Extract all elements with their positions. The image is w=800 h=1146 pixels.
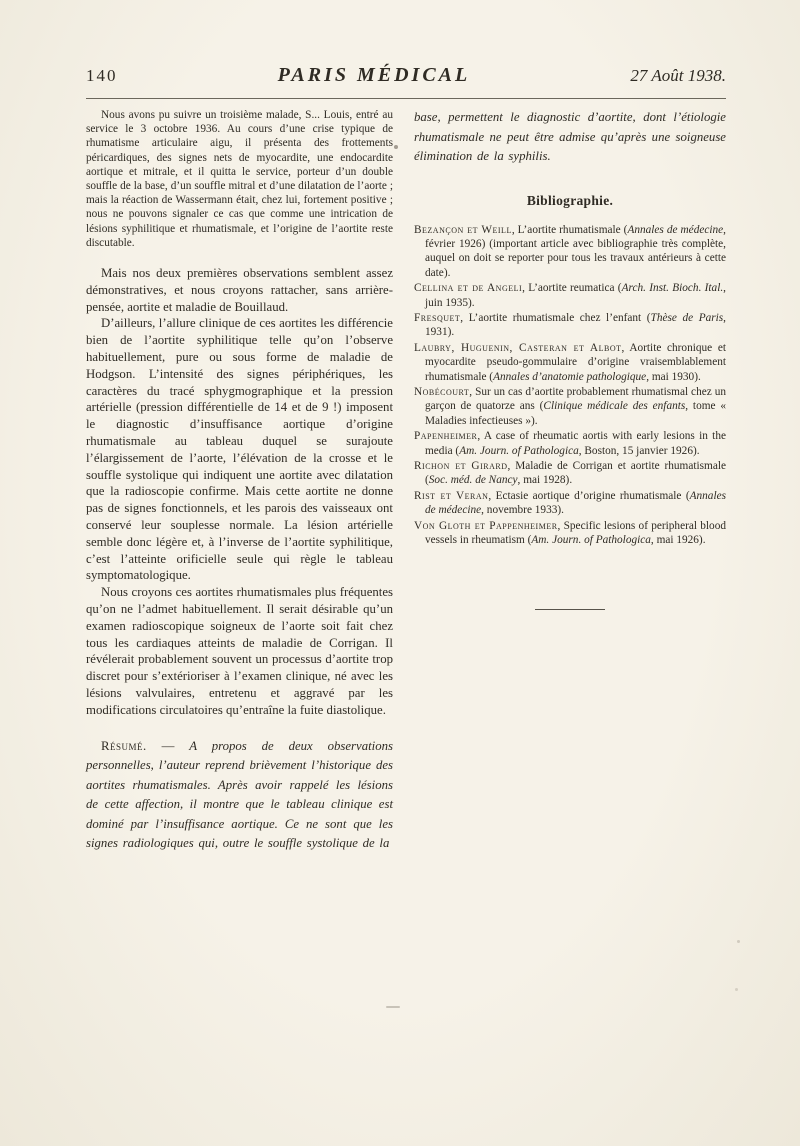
resume-text: A propos de deux observations personnelles, l’auteur reprend brièvement l’historique des aortites rhumatismales. Après avoir rappelé les lésions de cette affection, il montre que le tableau clinique est dominé par l’insuffisance aortique. Ce ne sont que les signes radiologiques qui, outre le souffle systolique de la bbox=[86, 738, 393, 851]
bibliography-entry bbox=[414, 385, 726, 428]
left-column bbox=[86, 108, 393, 854]
entry-authors: Nobécourt bbox=[414, 385, 470, 398]
bibliography-entry bbox=[414, 341, 726, 384]
entry-authors: Laubry, Huguenin, Casteran et Albot bbox=[414, 341, 622, 354]
page-header bbox=[86, 64, 726, 87]
entry-title: , L’aortite rhumatismale ( bbox=[511, 223, 628, 236]
entry-source: Arch. Inst. Bioch. Ital. bbox=[621, 282, 724, 295]
body-paragraph: Nous croyons ces aortites rhumatismales plus fréquentes qu’on ne l’admet habituellement. Il serait désirable qu’un examen radioscopique soigneux de l’aorte soit fait chez tous les cardiaques atteints de maladie de Corrigan. Il révélerait probablement souvent un processus d’aortite trop discret pour s’extérioriser à l’examen clinique, né avec les lésions valvulaires, entretenu et aggravé par les modifications circulatoires qu’entraîne la fuite diastolique. bbox=[86, 585, 393, 717]
bibliography-entry bbox=[414, 281, 726, 310]
bibliography-heading: Bibliographie. bbox=[526, 192, 614, 208]
resume-label: Résumé. bbox=[101, 738, 147, 753]
entry-title: , Aortite chronique et myocardite pseudo-gommulaire d’origine vraisemblablement rhumatismale ( bbox=[425, 341, 726, 383]
scan-speck bbox=[737, 940, 740, 943]
entry-authors: Bezançon et Weill bbox=[414, 223, 512, 236]
bibliography-entry bbox=[414, 311, 726, 340]
body-paragraph: D’ailleurs, l’allure clinique de ces aortites les différencie bien de l’aortite syphilitique telle qu’on l’observe habituellement, pure ou sous forme de maladie de Hodgson. L’intensité des signes périphériques, les caractères du tracé sphygmographique et la pression artérielle (pression différentielle de 14 et de 9 !) imposent le diagnostic d’insuffisance aortique d’origine rhumatismale au tableau duquel se surajoute l’élargissement de l’aorte, l’élévation de la crosse et le souffle systolique qui indiquent une aortite avec dilatation que la radioscopie confirme. Mais cette aortite ne donne pas de signes fonctionnels, et les parois des vaisseaux ont conservé leur souplesse normale. La lésion artérielle semble donc légère et, à l’inverse de l’aortite syphilitique, c’est l’atteinte orificielle seule qui règle le tableau symptomatologique. bbox=[86, 316, 393, 583]
header-rule bbox=[86, 98, 726, 99]
entry-authors: Fresquet bbox=[414, 311, 461, 324]
entry-authors: Cellina et de Angeli bbox=[414, 282, 523, 295]
entry-tail: , tome « Maladies infectieuses »). bbox=[425, 400, 726, 427]
entry-title: , Maladie de Corrigan et aortite rhumatismale ( bbox=[425, 460, 726, 487]
scan-speck bbox=[735, 988, 738, 991]
entry-authors: Papenheimer bbox=[414, 430, 478, 443]
entry-source: Clinique médicale des enfants bbox=[543, 400, 686, 413]
entry-tail: , 1931). bbox=[425, 311, 726, 339]
body-paragraph: Mais nos deux premières observations semblent assez démonstratives, et nous croyons rattacher, sans arrière-pensée, aortite et maladie de Bouillaud. bbox=[86, 266, 393, 314]
bibliography-entry bbox=[414, 223, 726, 281]
entry-title: , L’aortite reumatica ( bbox=[522, 282, 622, 295]
entry-tail: , mai 1926). bbox=[650, 534, 706, 547]
entry-authors: Von Gloth et Pappenheimer bbox=[414, 519, 558, 532]
entry-tail: , mai 1928). bbox=[517, 474, 573, 487]
right-column bbox=[414, 108, 726, 854]
entry-title: , L’aortite rhumatismale chez l’enfant ( bbox=[460, 311, 651, 324]
entry-tail: , novembre 1933). bbox=[481, 504, 564, 517]
entry-source: Soc. méd. de Nancy bbox=[428, 474, 518, 487]
bibliography-entry bbox=[414, 489, 726, 518]
journal-title: PARIS MÉDICAL bbox=[277, 64, 471, 86]
entry-source: Annales de médecine bbox=[627, 223, 724, 236]
section-end-rule bbox=[535, 609, 605, 610]
page-number: 140 bbox=[86, 66, 118, 85]
article-body bbox=[86, 108, 726, 854]
scan-speck bbox=[394, 145, 398, 149]
entry-source: Am. Journ. of Pathologica bbox=[531, 534, 651, 547]
entry-title: , A case of rheumatic aortis with early lesions in the media ( bbox=[425, 430, 726, 457]
bibliography-entry bbox=[414, 429, 726, 458]
resume-continuation: base, permettent le diagnostic d’aortite, dont l’étiologie rhumatismale ne peut être admise qu’après une soigneuse élimination de la syphilis. bbox=[414, 110, 726, 163]
scan-speck bbox=[386, 1006, 400, 1008]
entry-source: Annales de médecine bbox=[425, 489, 726, 517]
resume-paragraph bbox=[86, 737, 393, 854]
bibliography-entry bbox=[414, 459, 726, 488]
bibliography-list bbox=[414, 223, 726, 548]
entry-tail: , juin 1935). bbox=[425, 282, 726, 309]
entry-source: Thèse de Paris bbox=[650, 311, 724, 324]
entry-authors: Rist et Veran bbox=[414, 489, 489, 502]
resume-dash: — bbox=[146, 738, 190, 753]
entry-title: , Ectasie aortique d’origine rhumatismale ( bbox=[488, 489, 690, 502]
entry-source: Am. Journ. of Pathologica bbox=[459, 444, 579, 457]
entry-source: Annales d’anatomie pathologique bbox=[493, 370, 647, 383]
entry-authors: Richon et Girard bbox=[414, 460, 508, 472]
entry-tail: , mai 1930). bbox=[646, 370, 701, 383]
bibliography-entry bbox=[414, 519, 726, 548]
entry-title: , Specific lesions of peripheral blood vessels in rheumatism ( bbox=[425, 519, 726, 547]
issue-date: 27 Août 1938. bbox=[630, 66, 726, 85]
entry-title: , Sur un cas d’aortite probablement rhumatismal chez un garçon de quatorze ans ( bbox=[425, 385, 726, 413]
entry-tail: , Boston, 15 janvier 1926). bbox=[578, 444, 700, 457]
entry-tail: , février 1926) (important article avec bibliographie très complète, auquel on doit se reporter pour tous les travaux antérieurs à cette date). bbox=[425, 223, 726, 279]
case-observation-paragraph: Nous avons pu suivre un troisième malade, S... Louis, entré au service le 3 octobre 1936. Au cours d’une crise typique de rhumatisme articulaire aigu, il présenta des frottements péricardiques, des signes nets de myocardite, une endocardite aortique et mitrale, et il quitta le service, porteur d’un double souffle de la base, d’un souffle mitral et d’une dilatation de l’aorte ; mais la réaction de Wassermann était, chez lui, fortement positive ; nous ne pouvons signaler ce cas que comme une intrication de lésions syphilitique et rhumatismale, et l’origine de l’aortite reste discutable. bbox=[86, 109, 393, 249]
